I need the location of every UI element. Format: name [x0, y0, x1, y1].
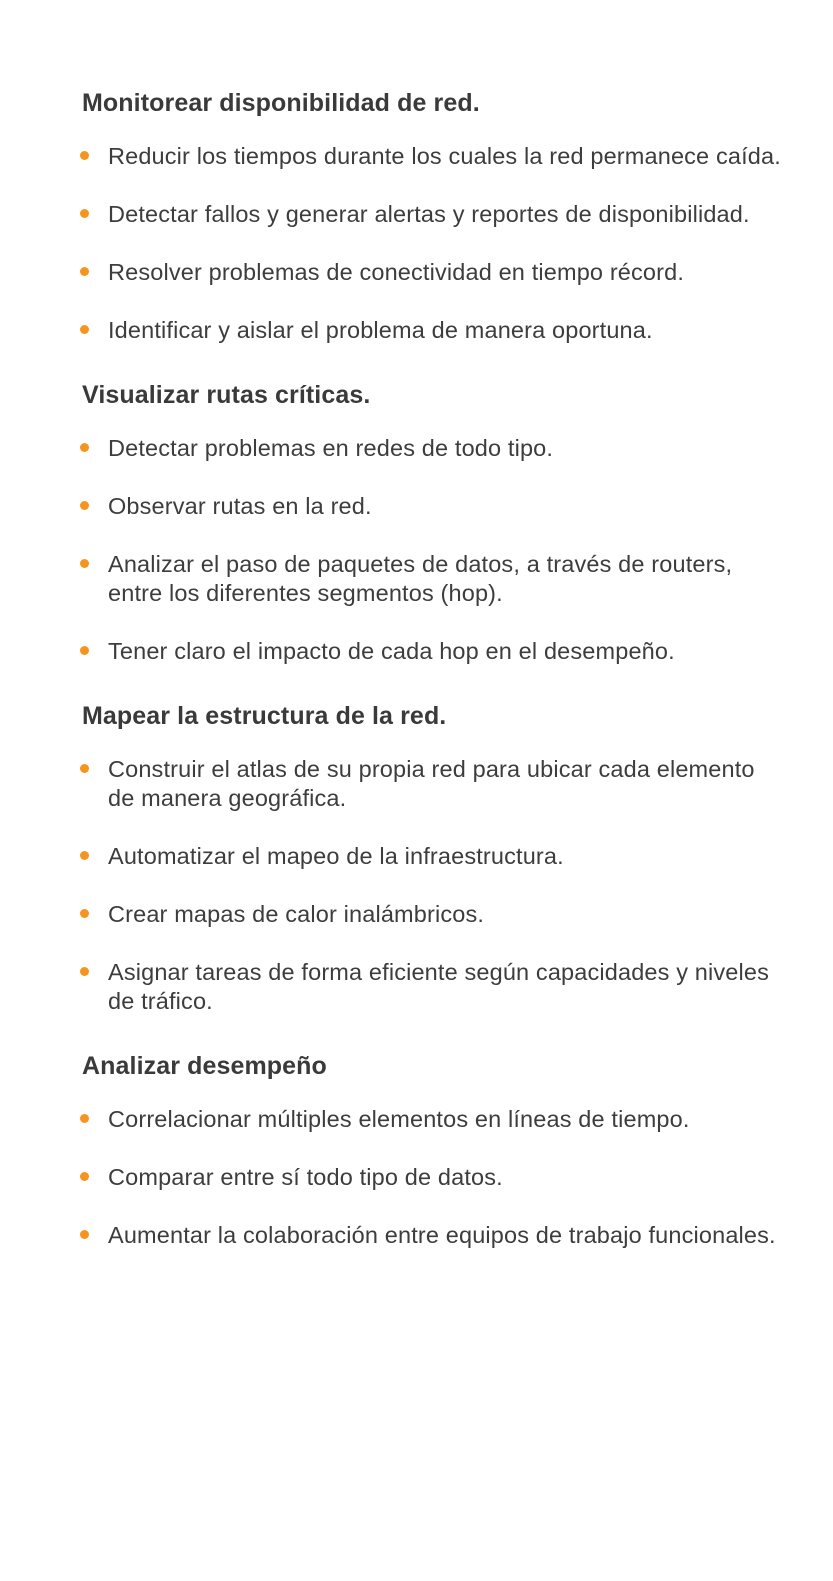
- bullet-dot-icon: [80, 851, 89, 860]
- list-item-text: Resolver problemas de conectividad en tiempo récord.: [108, 259, 685, 285]
- list-item: [82, 1163, 782, 1192]
- list-item-text: Identificar y aislar el problema de manera oportuna.: [108, 317, 653, 343]
- bullet-list: [82, 434, 782, 666]
- bullet-dot-icon: [80, 267, 89, 276]
- bullet-dot-icon: [80, 646, 89, 655]
- list-item: [82, 958, 782, 1016]
- bullet-dot-icon: [80, 151, 89, 160]
- section-monitorear-disponibilidad: [82, 86, 782, 345]
- list-item-text: Observar rutas en la red.: [108, 493, 372, 519]
- list-item-text: Crear mapas de calor inalámbricos.: [108, 901, 485, 927]
- list-item-text: Construir el atlas de su propia red para ubicar cada elemento de manera geográfica.: [108, 756, 755, 811]
- bullet-list: [82, 755, 782, 1016]
- list-item-text: Tener claro el impacto de cada hop en el desempeño.: [108, 638, 675, 664]
- list-item: [82, 316, 782, 345]
- section-title: Visualizar rutas críticas.: [82, 381, 371, 409]
- bullet-dot-icon: [80, 909, 89, 918]
- bullet-dot-icon: [80, 764, 89, 773]
- list-item: [82, 1105, 782, 1134]
- list-item-text: Reducir los tiempos durante los cuales la red permanece caída.: [108, 143, 781, 169]
- section-title: Analizar desempeño: [82, 1052, 327, 1080]
- list-item-text: Automatizar el mapeo de la infraestructura.: [108, 843, 564, 869]
- list-item-text: Aumentar la colaboración entre equipos de trabajo funcionales.: [108, 1222, 776, 1248]
- list-item-text: Correlacionar múltiples elementos en líneas de tiempo.: [108, 1106, 690, 1132]
- bullet-dot-icon: [80, 325, 89, 334]
- list-item-text: Comparar entre sí todo tipo de datos.: [108, 1164, 503, 1190]
- bullet-dot-icon: [80, 501, 89, 510]
- list-item: [82, 900, 782, 929]
- list-item: [82, 492, 782, 521]
- list-item: [82, 637, 782, 666]
- list-item: [82, 142, 782, 171]
- list-item-text: Analizar el paso de paquetes de datos, a través de routers, entre los diferentes segmentos (hop).: [108, 551, 733, 606]
- list-item: [82, 258, 782, 287]
- section-mapear-estructura: [82, 699, 782, 1016]
- bullet-dot-icon: [80, 1230, 89, 1239]
- list-item: [82, 842, 782, 871]
- bullet-dot-icon: [80, 1172, 89, 1181]
- bullet-dot-icon: [80, 1114, 89, 1123]
- list-item-text: Detectar fallos y generar alertas y reportes de disponibilidad.: [108, 201, 750, 227]
- list-item: [82, 434, 782, 463]
- bullet-list: [82, 142, 782, 345]
- list-item: [82, 200, 782, 229]
- section-title: Monitorear disponibilidad de red.: [82, 89, 480, 117]
- list-item: [82, 550, 782, 608]
- bullet-dot-icon: [80, 443, 89, 452]
- list-item-text: Detectar problemas en redes de todo tipo.: [108, 435, 554, 461]
- bullet-list: [82, 1105, 782, 1250]
- bullet-dot-icon: [80, 559, 89, 568]
- section-analizar-desempeno: [82, 1049, 782, 1250]
- bullet-dot-icon: [80, 967, 89, 976]
- bullet-dot-icon: [80, 209, 89, 218]
- list-item: [82, 755, 782, 813]
- section-visualizar-rutas: [82, 378, 782, 666]
- list-item: [82, 1221, 782, 1250]
- section-title: Mapear la estructura de la red.: [82, 702, 447, 730]
- list-item-text: Asignar tareas de forma eficiente según capacidades y niveles de tráfico.: [108, 959, 769, 1014]
